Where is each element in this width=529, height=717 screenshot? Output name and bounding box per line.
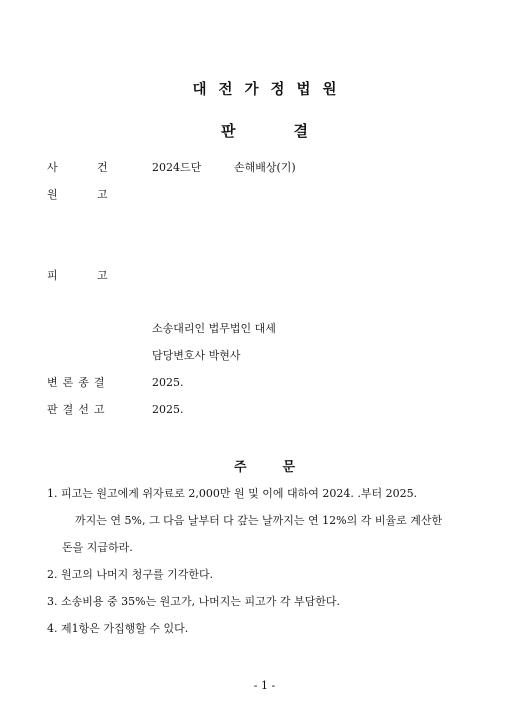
order-item-1-line-2: 까지는 연 5%, 그 다음 날부터 다 갚는 날까지는 연 12%의 각 비율로 계산한	[75, 514, 443, 527]
case-number: 2024드단	[152, 161, 202, 174]
order-title: 주문	[233, 460, 332, 475]
order-item-1-line-3: 돈을 지급하라.	[62, 541, 133, 554]
order-item-4: 4. 제1항은 가집행할 수 있다.	[47, 622, 189, 635]
closing-date: 2025.	[152, 376, 184, 389]
ruling-date: 2025.	[152, 403, 184, 416]
plaintiff-label-2: 고	[97, 188, 108, 201]
document-title: 판결	[221, 122, 366, 140]
order-item-2: 2. 원고의 나머지 청구를 기각한다.	[47, 568, 214, 581]
defendant-label-2: 고	[97, 269, 108, 282]
case-label-1: 사	[47, 161, 58, 174]
closing-label: 변론종결	[47, 376, 110, 389]
counsel-firm: 소송대리인 법무법인 대세	[152, 322, 276, 335]
plaintiff-label-1: 원	[47, 188, 58, 201]
counsel-attorney: 담당변호사 박현사	[152, 349, 241, 362]
order-item-3: 3. 소송비용 중 35%는 원고가, 나머지는 피고가 각 부담한다.	[47, 595, 341, 608]
page-number: - 1 -	[253, 679, 276, 692]
ruling-label: 판결선고	[47, 403, 110, 416]
order-item-1-line-1: 1. 피고는 원고에게 위자료로 2,000만 원 및 이에 대하여 2024. .부터 2025.	[47, 487, 418, 500]
case-name: 손해배상(기)	[234, 161, 296, 174]
defendant-label-1: 피	[47, 269, 58, 282]
case-label-2: 건	[97, 161, 108, 174]
court-name: 대전가정법원	[192, 82, 349, 98]
